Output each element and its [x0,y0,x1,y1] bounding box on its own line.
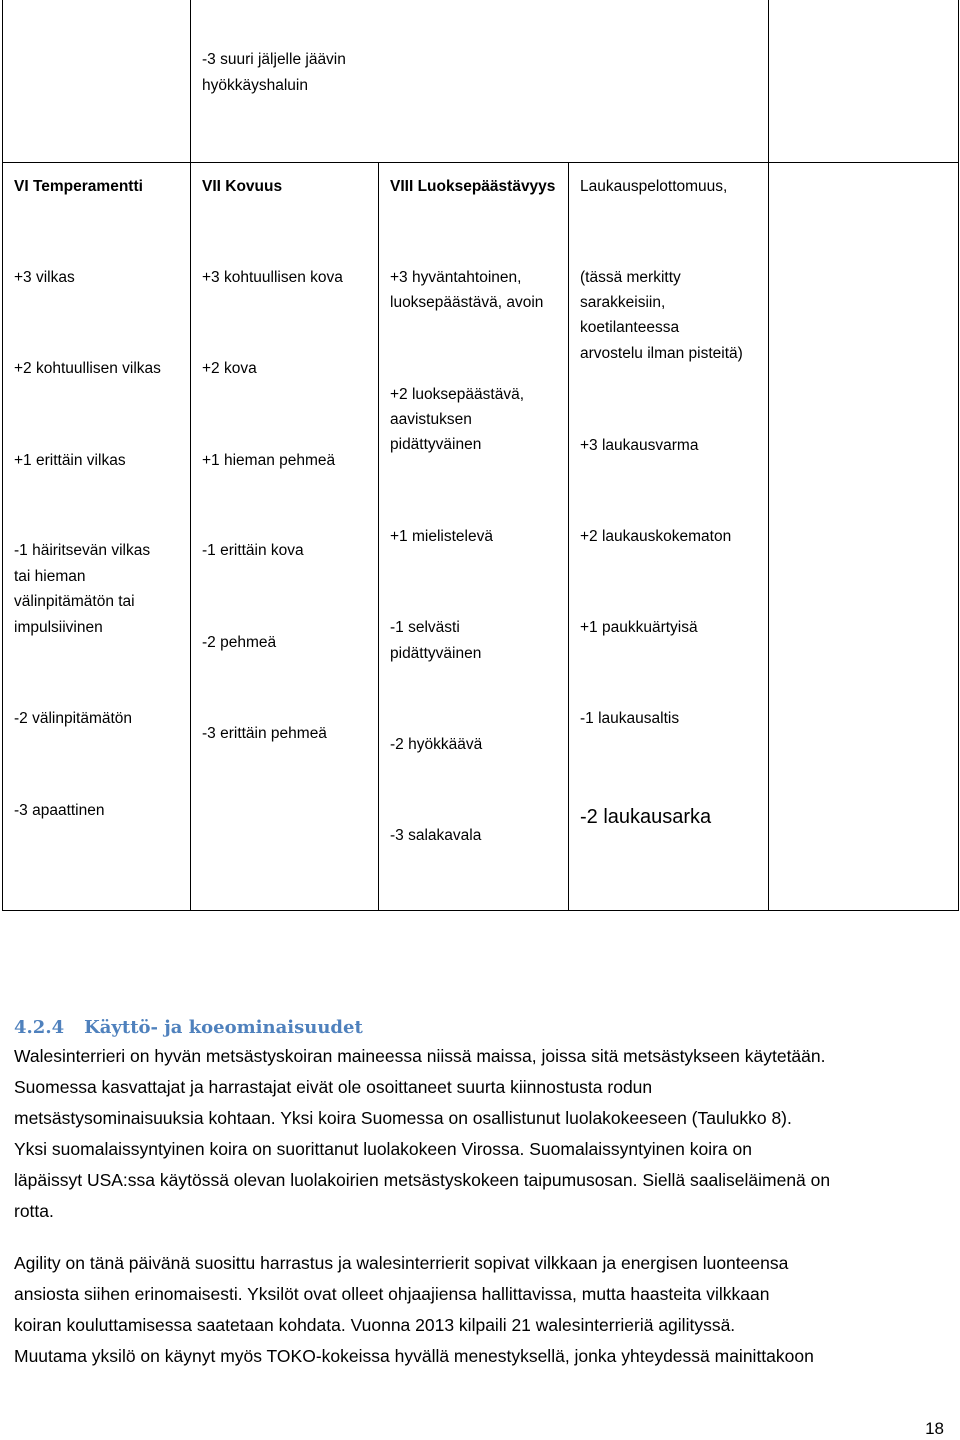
table-line [2,0,3,911]
cell-text: koetilanteessa [580,319,680,336]
cell-text: -2 välinpitämätön [14,710,133,727]
cell-text: -3 erittäin pehmeä [202,725,327,742]
cell-text: +3 hyväntahtoinen, [390,269,522,286]
cell-text: -2 hyökkäävä [390,736,483,753]
cell-text: arvostelu ilman pisteitä) [580,345,743,362]
section-number: 4.2.4 [14,1017,65,1038]
cell-text: +1 mielistelevä [390,528,493,545]
paragraph-line: rotta. [14,1201,54,1221]
cell-text: +2 kohtuullisen vilkas [14,360,161,377]
table-line [378,162,379,911]
paragraph-line: läpäissyt USA:ssa käytössä olevan luolakoirien metsästyskokeen taipumusosan. Siellä saaliseläimenä on [14,1170,831,1190]
header-hardness: VII Kovuus [202,178,283,195]
cell-text: tai hieman [14,568,86,585]
paragraph-line: Walesinterrieri on hyvän metsästyskoiran maineessa niissä maissa, joissa sitä metsästykseen käytetään. [14,1046,826,1066]
cell-text: +1 erittäin vilkas [14,452,126,469]
table-line [958,0,959,911]
cell-text: -2 laukausarka [580,806,712,828]
cell-text: +3 kohtuullisen kova [202,269,343,286]
cell-text: +2 luoksepäästävä, [390,386,524,403]
header-temperament: VI Temperamentti [14,178,143,195]
paragraph-line: metsästysominaisuuksia kohtaan. Yksi koira Suomessa on osallistunut luolakokeeseen (Taulukko 8). [14,1108,792,1128]
cell-text: -1 häiritsevän vilkas [14,542,151,559]
paragraph [14,1248,950,1372]
cell-text: luoksepäästävä, avoin [390,294,544,311]
paragraph-line: Agility on tänä päivänä suosittu harrastus ja walesinterrierit sopivat vilkkaan ja energisen luonteensa [14,1253,789,1273]
cell-text: -3 apaattinen [14,802,105,819]
paragraph-line: Suomessa kasvattajat ja harrastajat eivät ole osoittaneet suurta kiinnostusta rodun [14,1077,653,1097]
cell-text: +2 laukauskokematon [580,528,732,545]
cell-text: +3 vilkas [14,269,75,286]
cell-text: sarakkeisiin, [580,294,666,311]
cell-text: -1 erittäin kova [202,542,304,559]
cell-text: -2 pehmeä [202,634,277,651]
cell-text: välinpitämätön tai [14,593,135,610]
header-gunshyness: Laukauspelottomuus, [580,178,728,195]
table-line [568,162,569,911]
cell-text: +2 kova [202,360,257,377]
table-line [190,0,191,911]
paragraph-line: Muutama yksilö on käynyt myös TOKO-kokeissa hyvällä menestyksellä, jonka yhteydessä mainittakoon [14,1346,814,1366]
top-cell-line: hyökkäyshaluin [202,77,308,94]
table-line [768,0,769,911]
cell-text: impulsiivinen [14,619,103,636]
section-title: Käyttö- ja koeominaisuudet [84,1017,363,1038]
cell-text: pidättyväinen [390,436,482,453]
cell-text: -1 laukausaltis [580,710,680,727]
cell-text: +1 paukkuärtyisä [580,619,698,636]
cell-text: +1 hieman pehmeä [202,452,336,469]
page-number: 18 [925,1419,944,1438]
table-line [2,910,959,911]
section-heading [14,1016,363,1040]
paragraph [14,1041,950,1227]
table-line [2,162,959,163]
paragraph-line: ansiosta siihen erinomaisesti. Yksilöt ovat olleet ohjaajiensa hallittavissa, mutta haasteita vilkkaan [14,1284,770,1304]
cell-text: aavistuksen [390,411,472,428]
cell-text: -1 selvästi [390,619,460,636]
cell-text: pidättyväinen [390,645,482,662]
cell-text: +3 laukausvarma [580,437,699,454]
header-approachability: VIII Luoksepäästävyys [390,178,556,195]
cell-text: (tässä merkitty [580,269,681,286]
top-cell-line: -3 suuri jäljelle jäävin [202,51,346,68]
paragraph-line: Yksi suomalaissyntyinen koira on suorittanut luolakokeen Virossa. Suomalaissyntyinen koira on [14,1139,752,1159]
paragraph-line: koiran kouluttamisessa saatetaan kohdata. Vuonna 2013 kilpaili 21 walesinterrieriä agilityssä. [14,1315,736,1335]
cell-text: -3 salakavala [390,827,482,844]
